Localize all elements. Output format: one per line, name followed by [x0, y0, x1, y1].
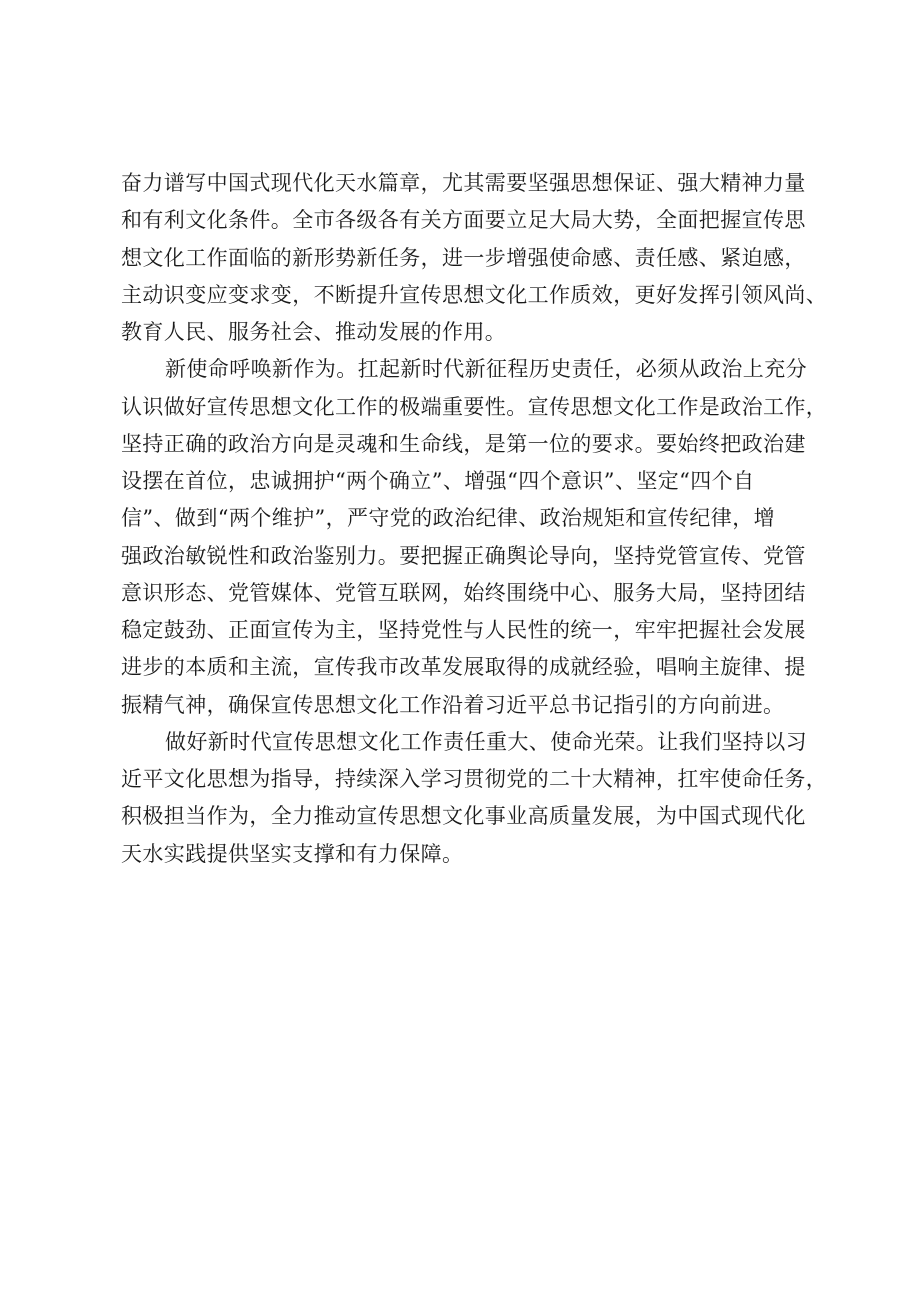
text-line: 强政治敏锐性和政治鉴别力。要把握正确舆论导向，坚持党管宣传、党管 [121, 543, 806, 568]
text-line: 教育人民、服务社会、推动发展的作用。 [121, 320, 507, 344]
text-line: 主动识变应变求变，不断提升宣传思想文化工作质效，更好发挥引领风尚、 [121, 282, 828, 307]
text-line: 天水实践提供坚实支撑和有力保障。 [121, 841, 464, 866]
text-line: 认识做好宣传思想文化工作的极端重要性。宣传思想文化工作是政治工作， [121, 394, 828, 419]
text-line: 振精气神，确保宣传思想文化工作沿着习近平总书记指引的方向前进。 [121, 692, 785, 717]
text-line: 和有利文化条件。全市各级各有关方面要立足大局大势，全面把握宣传思 [121, 208, 806, 233]
text-line: 设摆在首位，忠诚拥护“两个确立”、增强“四个意识”、坚定“四个自 [121, 469, 755, 493]
text-line: 奋力谱写中国式现代化天水篇章，尤其需要坚强思想保证、强大精神力量 [121, 171, 806, 195]
text-line: 进步的本质和主流，宣传我市改革发展取得的成就经验，唱响主旋律、提 [121, 655, 806, 680]
text-line: 近平文化思想为指导，持续深入学习贯彻党的二十大精神，扛牢使命任务， [121, 767, 828, 791]
paragraph-first-line: 做好新时代宣传思想文化工作责任重大、使命光荣。让我们坚持以习 [165, 729, 807, 754]
paragraph-first-line: 新使命呼唤新作为。扛起新时代新征程历史责任，必须从政治上充分 [165, 357, 807, 382]
body-text [121, 165, 828, 873]
text-line: 稳定鼓劲、正面宣传为主，坚持党性与人民性的统一，牢牢把握社会发展 [121, 618, 806, 642]
text-line: 想文化工作面临的新形势新任务，进一步增强使命感、责任感、紧迫感， [121, 245, 806, 270]
text-line: 积极担当作为，全力推动宣传思想文化事业高质量发展，为中国式现代化 [121, 804, 806, 829]
text-line: 信”、做到“两个维护”，严守党的政治纪律、政治规矩和宣传纪律，增 [121, 506, 776, 531]
text-line: 坚持正确的政治方向是灵魂和生命线，是第一位的要求。要始终把政治建 [121, 431, 806, 456]
text-line: 意识形态、党管媒体、党管互联网，始终围绕中心、服务大局，坚持团结 [121, 580, 806, 605]
